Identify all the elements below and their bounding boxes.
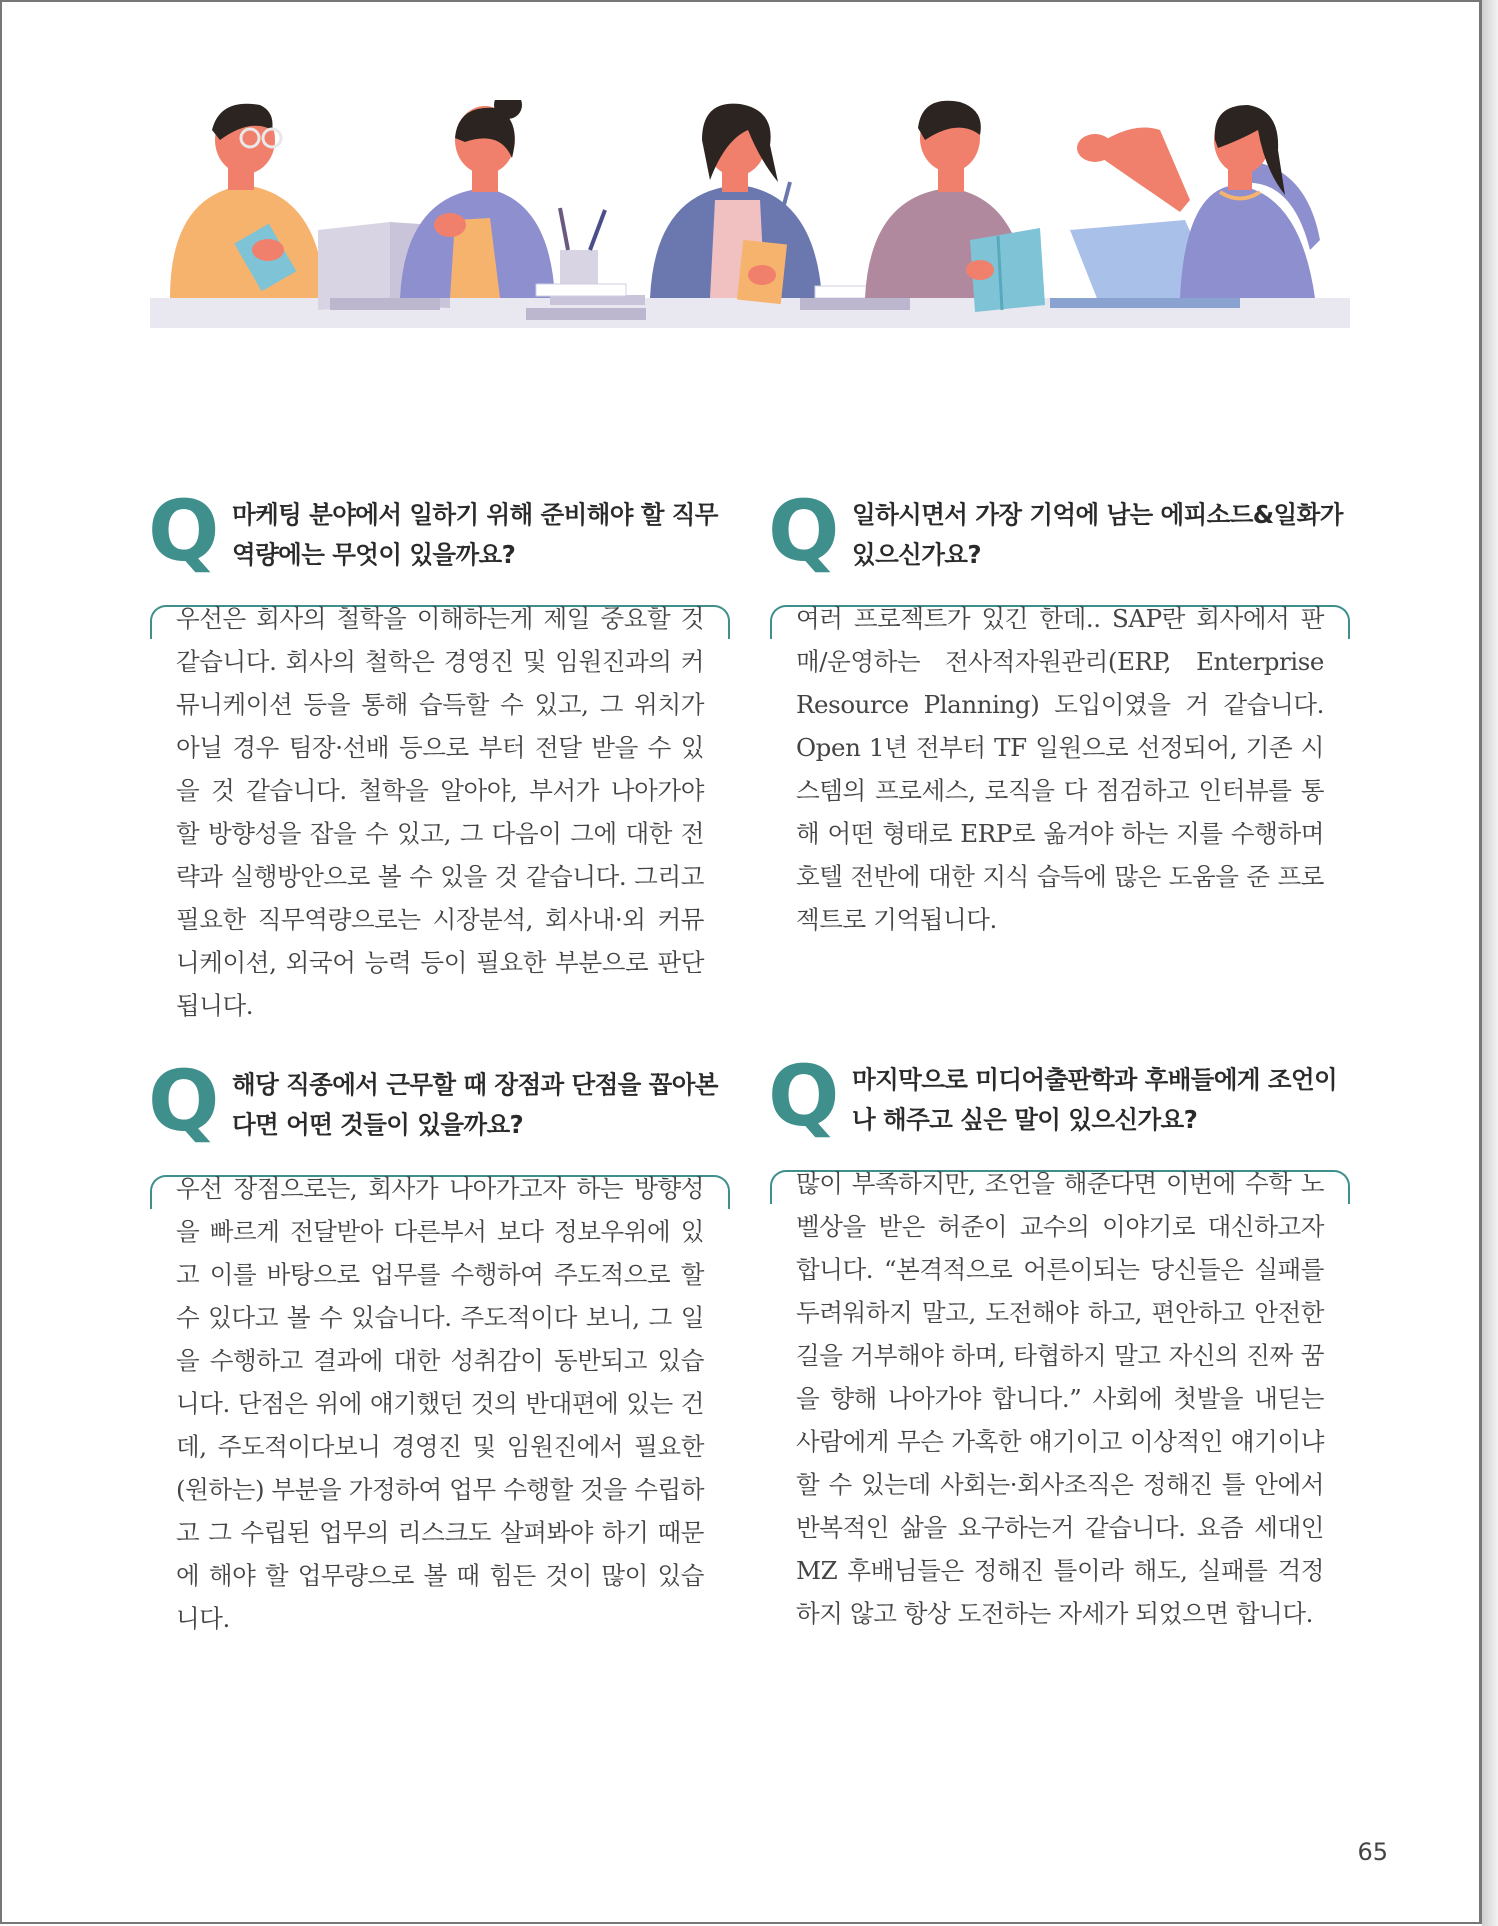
page-number: 65 [1357, 1838, 1388, 1866]
q-mark: Q [768, 482, 840, 580]
people-studying-illustration [150, 100, 1350, 332]
answer-block [150, 1165, 730, 1640]
q-mark: Q [768, 1047, 840, 1145]
answer-text: 여러 프로젝트가 있긴 한데.. SAP란 회사에서 판매/운영하는 전사적자원관리(ERP, Enterprise Resource Planning) 도입이였을 거 같습니다. Open 1년 전부터 TF 일원으로 선정되어, 기존 시스템의 프로세스, 로직을 다 점검하고 인터뷰를 통해 어떤 형태로 ERP로 옮겨야 하는 지를 수행하며 호텔 전반에 대한 지식 습득에 많은 도움을 준 프로젝트로 기억됩니다. [796, 604, 1324, 934]
question-header [148, 482, 730, 595]
person-4 [865, 101, 1045, 312]
question-header [768, 1047, 1350, 1160]
answer-block [770, 595, 1350, 941]
question-header [148, 1052, 730, 1165]
answer-block [770, 1160, 1350, 1635]
answer-text: 우선 장점으로는, 회사가 나아가고자 하는 방향성을 빠르게 전달받아 다른부서 보다 정보우위에 있고 이를 바탕으로 업무를 수행하여 주도적으로 할 수 있다고 볼 수 있습니다. 주도적이다 보니, 그 일을 수행하고 결과에 대한 성취감이 동반되고 있습니다. 단점은 위에 얘기했던 것의 반대편에 있는 건데, 주도적이다보니 경영진 및 임원진에서 필요한(원하는) 부분을 가정하여 업무 수행할 것을 수립하고 그 수립된 업무의 리스크도 살펴봐야 하기 때문에 해야 할 업무량으로 볼 때 힘든 것이 많이 있습니다. [176, 1174, 704, 1633]
answer-text: 많이 부족하지만, 조언을 해준다면 이번에 수학 노벨상을 받은 허준이 교수의 이야기로 대신하고자 합니다. “본격적으로 어른이되는 당신들은 실패를 두려워하지 말고, 도전해야 하고, 편안하고 안전한 길을 거부해야 하며, 타협하지 말고 자신의 진짜 꿈을 향해 나아가야 합니다.” 사회에 첫발을 내딛는 사람에게 무슨 가혹한 얘기이고 이상적인 얘기이냐 할 수 있는데 사회는·회사조직은 정해진 틀 안에서 반복적인 삶을 요구하는거 같습니다. 요즘 세대인 MZ 후배님들은 정해진 틀이라 해도, 실패를 걱정하지 않고 항상 도전하는 자세가 되었으면 합니다. [796, 1169, 1324, 1628]
person-1 [170, 104, 325, 298]
qa-item-3 [148, 1052, 730, 1640]
page-edge-shadow [1482, 0, 1498, 1926]
question-text: 해당 직종에서 근무할 때 장점과 단점을 꼽아본다면 어떤 것들이 있을까요? [232, 1070, 718, 1139]
answer-text: 우선은 회사의 철학을 이해하는게 제일 중요할 것 같습니다. 회사의 철학은 경영진 및 임원진과의 커뮤니케이션 등을 통해 습득할 수 있고, 그 위치가 아닐 경우 팀장·선배 등으로 부터 전달 받을 수 있을 것 같습니다. 철학을 알아야, 부서가 나아가야 할 방향성을 잡을 수 있고, 그 다음이 그에 대한 전략과 실행방안으로 볼 수 있을 것 같습니다. 그리고 필요한 직무역량으로는 시장분석, 회사내·외 커뮤니케이션, 외국어 능력 등이 필요한 부분으로 판단됩니다. [176, 604, 704, 1020]
question-text: 일하시면서 가장 기억에 남는 에피소드&일화가 있으신가요? [852, 500, 1343, 569]
question-header [768, 482, 1350, 595]
person-2 [400, 100, 555, 298]
question-text: 마케팅 분야에서 일하기 위해 준비해야 할 직무역량에는 무엇이 있을까요? [232, 500, 718, 569]
answer-block [150, 595, 730, 1027]
question-text: 마지막으로 미디어출판학과 후배들에게 조언이나 해주고 싶은 말이 있으신가요? [852, 1065, 1338, 1134]
qa-item-1 [148, 482, 730, 1027]
qa-item-4 [768, 1047, 1350, 1635]
person-3 [650, 104, 822, 304]
q-mark: Q [148, 1052, 220, 1150]
qa-item-2 [768, 482, 1350, 941]
q-mark: Q [148, 482, 220, 580]
